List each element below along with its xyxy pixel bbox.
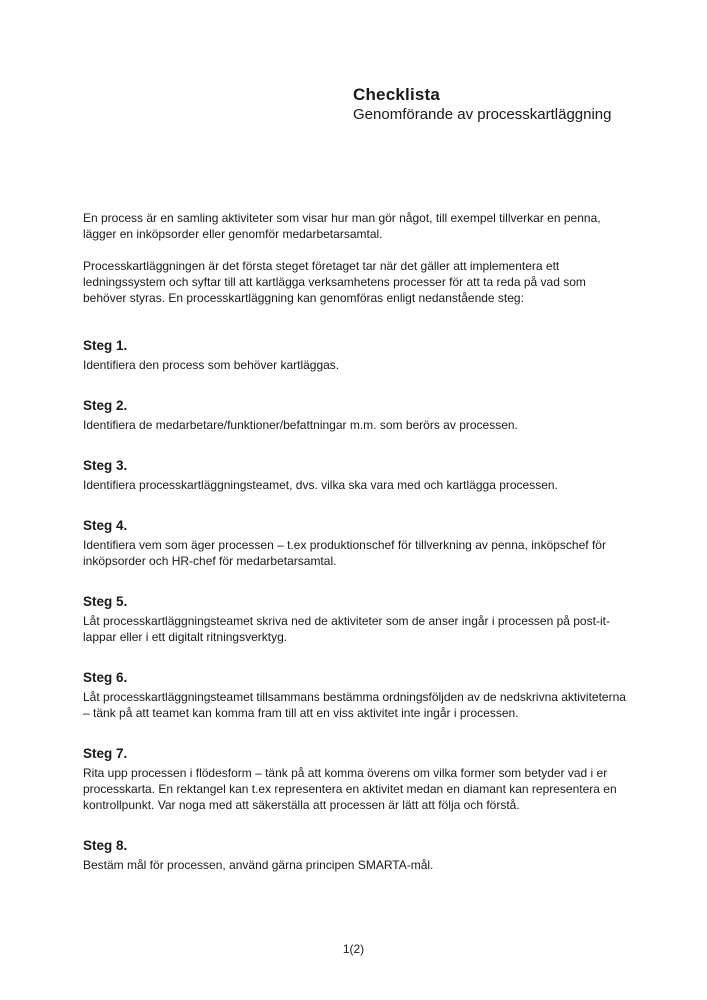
step-text: Identifiera den process som behöver kartläggas. [83,358,340,372]
intro-paragraph-2: Processkartläggningen är det första steget företaget tar när det gäller att implementera ett ledningssystem och syftar till att kartlägga verksamhetens processer för att ta reda på vad som behöver styras. En processkartläggning kan genomföras enligt nedanstående steg: [83,259,586,305]
step-text: Rita upp processen i flödesform – tänk på att komma överens om vilka former som betyder vad i er processkarta. En rektangel kan t.ex representera en aktivitet medan en diamant kan representera en kontrollpunkt. Var noga med att säkerställa att processen är lätt att följa och förstå. [83,766,617,812]
step-heading: Steg 1. [83,338,128,353]
step-text: Låt processkartläggningsteamet skriva ned de aktiviteter som de anser ingår i processen på post-it-lappar eller i ett digitalt ritningsverktyg. [83,614,610,644]
step-section-5 [83,593,631,645]
step-section-2 [83,397,631,433]
step-text: Identifiera vem som äger processen – t.ex produktionschef för tillverkning av penna, inköpschef för inköpsorder och HR-chef för medarbetarsamtal. [83,538,606,568]
title-block [353,84,631,124]
step-heading: Steg 5. [83,594,128,609]
step-section-3 [83,457,631,493]
step-section-6 [83,669,631,721]
step-text: Låt processkartläggningsteamet tillsammans bestämma ordningsföljden av de nedskrivna aktiviteterna – tänk på att teamet kan komma fram till att en viss aktivitet inte ingår i processen. [83,690,626,720]
document-subtitle: Genomförande av processkartläggning [353,106,612,123]
step-section-8 [83,837,631,873]
step-heading: Steg 7. [83,746,128,761]
step-text: Identifiera processkartläggningsteamet, dvs. vilka ska vara med och kartlägga processen. [83,478,558,492]
step-heading: Steg 2. [83,398,128,413]
step-text: Bestäm mål för processen, använd gärna principen SMARTA-mål. [83,858,434,872]
page-number: 1(2) [342,942,365,956]
step-heading: Steg 8. [83,838,128,853]
step-heading: Steg 3. [83,458,128,473]
intro-paragraph-1: En process är en samling aktiviteter som visar hur man gör något, till exempel tillverkar en penna, lägger en inköpsorder eller genomför medarbetarsamtal. [83,211,601,241]
step-heading: Steg 4. [83,518,128,533]
step-heading: Steg 6. [83,670,128,685]
document-title: Checklista [353,85,441,104]
document-content [83,0,631,873]
step-text: Identifiera de medarbetare/funktioner/befattningar m.m. som berörs av processen. [83,418,518,432]
step-section-1 [83,337,631,373]
step-section-4 [83,517,631,569]
step-section-7 [83,745,631,813]
